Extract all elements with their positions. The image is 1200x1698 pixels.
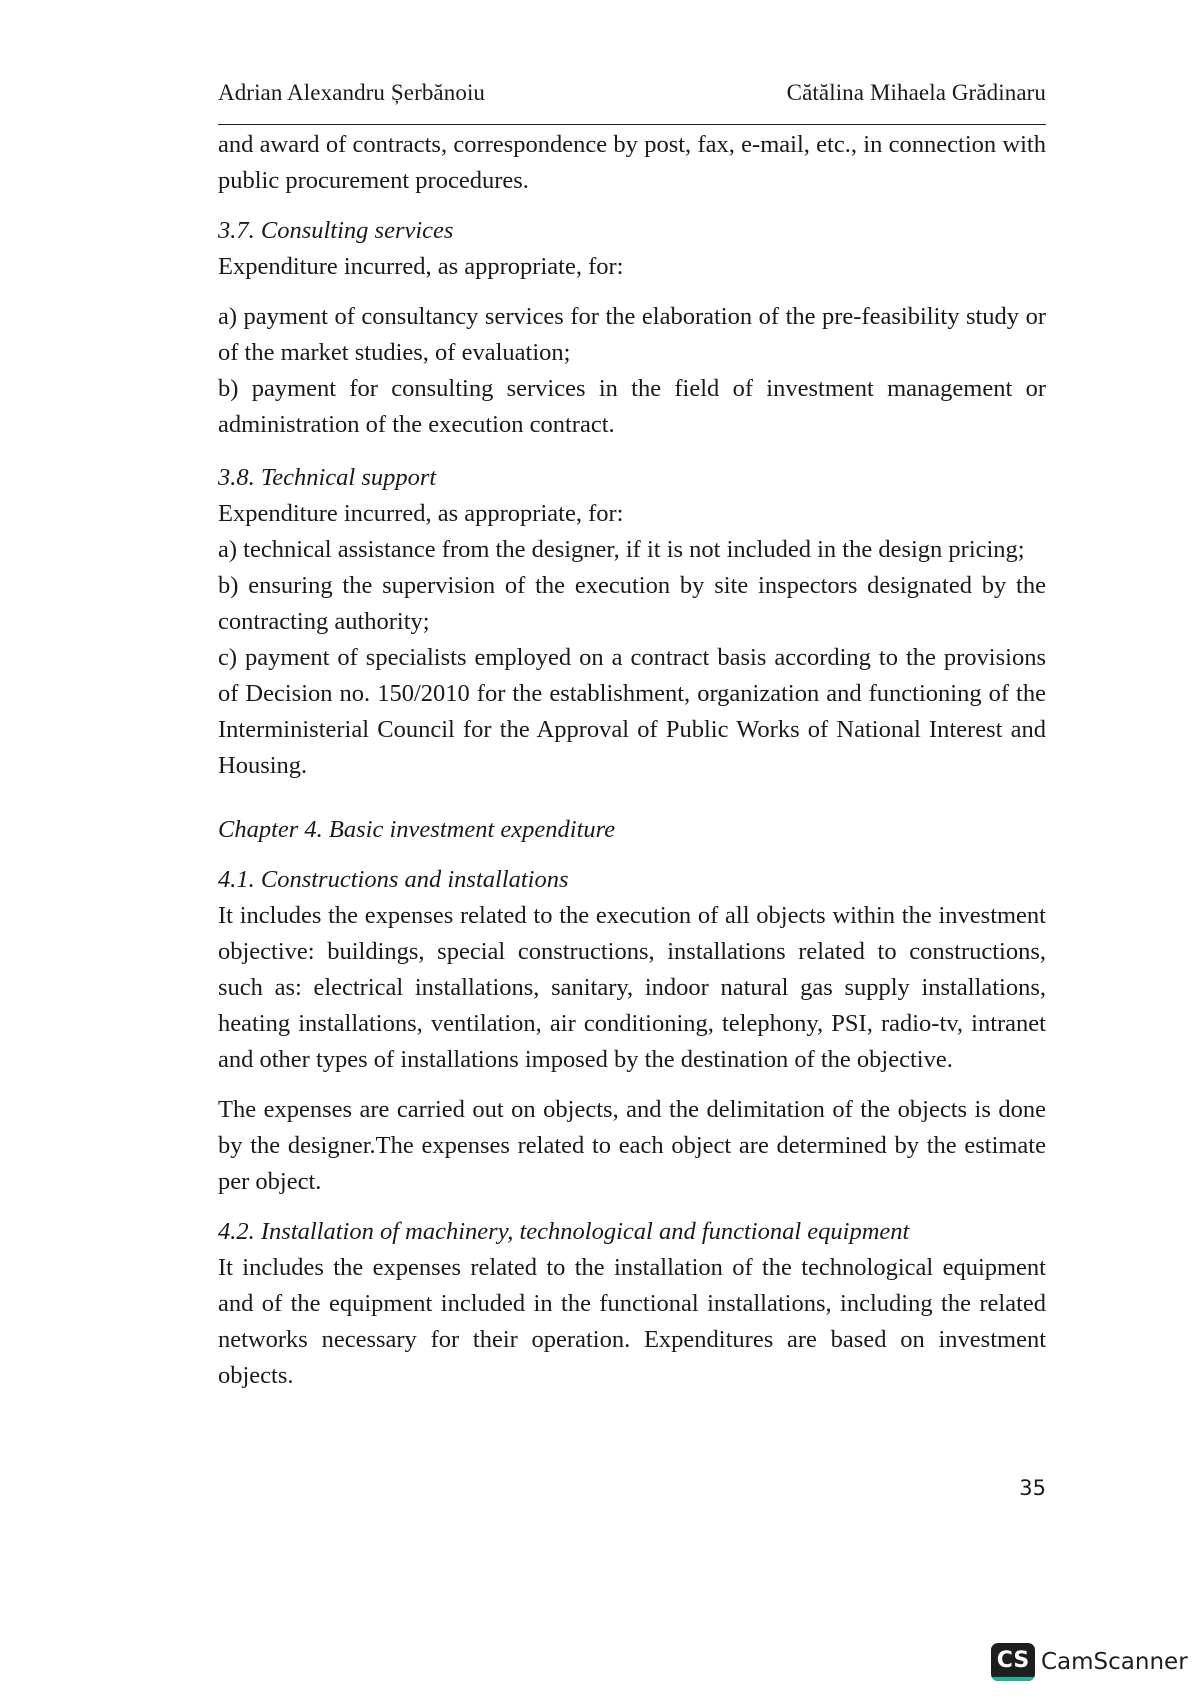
chapter-4-heading: Chapter 4. Basic investment expenditure xyxy=(218,816,616,843)
section-heading-3-8: 3.8. Technical support xyxy=(218,464,437,491)
section-heading-3-7: 3.7. Consulting services xyxy=(218,217,454,244)
section-3-7-item-b: b) payment for consulting services in the field of investment management or administration of the execution contract. xyxy=(218,375,1046,438)
camscanner-logo-icon xyxy=(991,1643,1035,1681)
header-author-left: Adrian Alexandru Șerbănoiu xyxy=(218,80,486,105)
camscanner-watermark xyxy=(991,1643,1188,1681)
header-divider xyxy=(218,124,1046,125)
section-3-8-item-a: a) technical assistance from the designer, if it is not included in the design pricing; xyxy=(218,536,1025,563)
body-text xyxy=(218,127,1046,1394)
camscanner-logo-text: CS xyxy=(996,1648,1030,1673)
section-3-7-intro: Expenditure incurred, as appropriate, for: xyxy=(218,253,624,280)
camscanner-name: CamScanner xyxy=(1041,1649,1188,1675)
section-3-7-item-a: a) payment of consultancy services for the elaboration of the pre-feasibility study or of the market studies, of evaluation; xyxy=(218,303,1046,366)
section-4-1-paragraph-2: The expenses are carried out on objects, and the delimitation of the objects is done by the designer.The expenses related to each object are determined by the estimate per object. xyxy=(218,1096,1046,1195)
page-number: 35 xyxy=(1019,1476,1046,1500)
section-4-2-paragraph-1: It includes the expenses related to the installation of the technological equipment and of the equipment included in the functional installations, including the related networks necessary for their operation. Expenditures are based on investment objects. xyxy=(218,1254,1046,1389)
section-3-8-item-c: c) payment of specialists employed on a contract basis according to the provisions of Decision no. 150/2010 for the establishment, organization and functioning of the Interministerial Council for the Approval of Public Works of National Interest and Housing. xyxy=(218,644,1046,779)
paragraph-continued: and award of contracts, correspondence by post, fax, e-mail, etc., in connection with public procurement procedures. xyxy=(218,131,1046,194)
section-4-1-paragraph-1: It includes the expenses related to the execution of all objects within the investment objective: buildings, special constructions, installations related to constructions, such as: electrical installations, sanitary, indoor natural gas supply installations, heating installations, ventilation, air conditioning, telephony, PSI, radio-tv, intranet and other types of installations imposed by the destination of the objective. xyxy=(218,902,1046,1073)
section-heading-4-2: 4.2. Installation of machinery, technological and functional equipment xyxy=(218,1218,910,1245)
section-heading-4-1: 4.1. Constructions and installations xyxy=(218,866,569,893)
section-3-8-item-b: b) ensuring the supervision of the execution by site inspectors designated by the contracting authority; xyxy=(218,572,1046,635)
section-3-8-intro: Expenditure incurred, as appropriate, for: xyxy=(218,500,624,527)
header-author-right: Cătălina Mihaela Grădinaru xyxy=(786,80,1046,105)
running-header xyxy=(218,80,1046,106)
